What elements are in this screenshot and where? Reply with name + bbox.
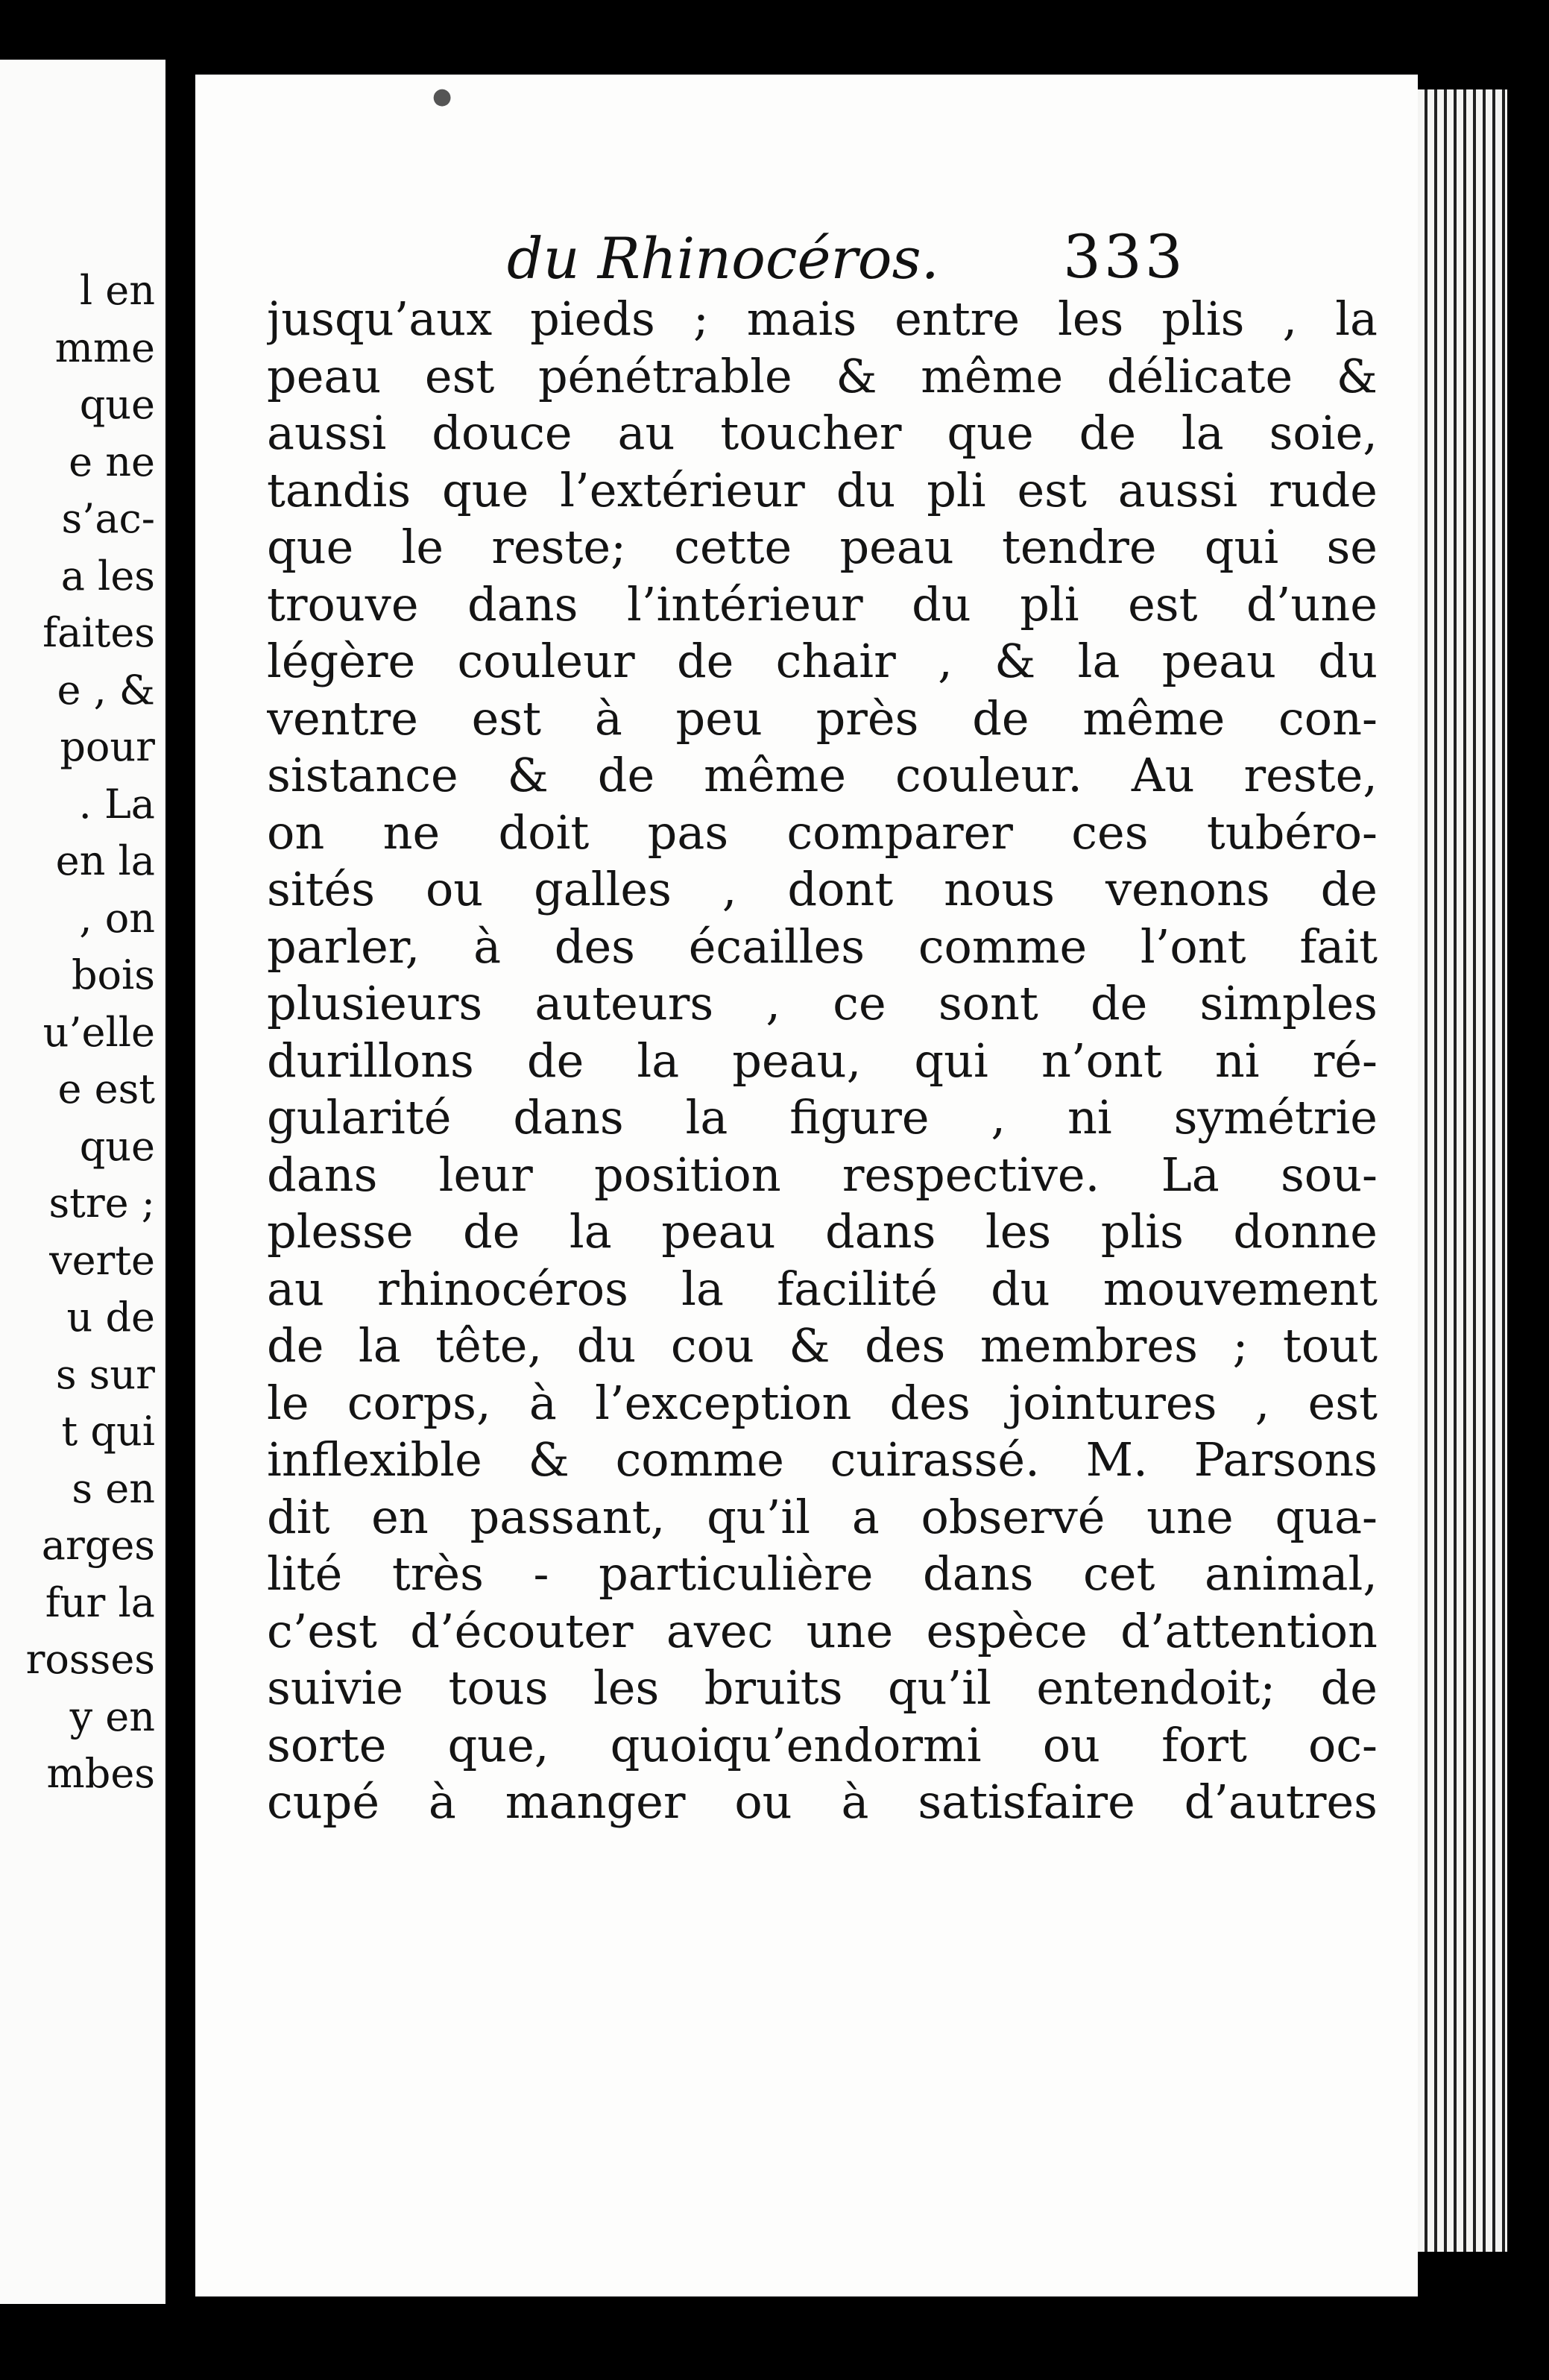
text-line: gularité dans la figure , ni symétrie (267, 1090, 1378, 1145)
text-line: on ne doit pas comparer ces tubéro- (267, 805, 1378, 860)
text-line: sorte que, quoiqu’endormi ou fort oc- (267, 1717, 1378, 1772)
text-line: tandis que l’extérieur du pli est aussi rude (267, 462, 1378, 517)
text-line: trouve dans l’intérieur du pli est d’une (267, 576, 1378, 632)
ink-speck: ● (432, 84, 452, 110)
running-head: du Rhinocéros. (507, 225, 939, 292)
left-page-line: s’ac- (61, 495, 155, 542)
text-line: ventre est à peu près de même con- (267, 690, 1378, 746)
left-page-line: e , & (57, 666, 155, 714)
text-line: de la tête, du cou & des membres ; tout (267, 1318, 1378, 1373)
text-line: lité très - particulière dans cet animal, (267, 1546, 1378, 1601)
left-page-line: arges (41, 1522, 155, 1569)
page-edges (1418, 89, 1507, 2252)
left-page-line: que (79, 1122, 155, 1170)
left-page-line: s en (72, 1464, 155, 1512)
text-line: sistance & de même couleur. Au reste, (267, 748, 1378, 802)
left-page-line: y en (69, 1693, 155, 1740)
left-page-line: bois (71, 951, 155, 998)
text-line: au rhinocéros la facilité du mouvement (267, 1261, 1378, 1316)
left-page-line: , on (79, 894, 155, 942)
text-line: le corps, à l’exception des jointures , est (267, 1375, 1378, 1430)
left-page-line: l en (79, 267, 155, 314)
left-page-line: u’elle (42, 1008, 155, 1056)
left-page-line: verte (49, 1236, 155, 1284)
left-page-line: u de (66, 1294, 155, 1341)
left-page-line: stre ; (48, 1180, 155, 1227)
book-page (195, 75, 1418, 2296)
text-line: durillons de la peau, qui n’ont ni ré- (267, 1033, 1378, 1088)
left-page-line: fur la (45, 1578, 155, 1626)
left-page-line: . La (78, 780, 155, 828)
left-page-line: e est (57, 1065, 155, 1112)
left-page-line: a les (60, 552, 155, 599)
left-page-line: s sur (55, 1350, 155, 1398)
text-line: sités ou galles , dont nous venons de (267, 862, 1378, 916)
text-line: dit en passant, qu’il a observé une qua- (267, 1489, 1378, 1544)
left-page-line: rosses (25, 1636, 155, 1683)
text-line: dans leur position respective. La sou- (267, 1147, 1378, 1202)
page-number: 333 (1063, 222, 1186, 292)
text-line: cupé à manger ou à satisfaire d’autres (267, 1775, 1378, 1829)
text-line: suivie tous les bruits qu’il entendoit; de (267, 1660, 1378, 1715)
left-page-line: que (79, 381, 155, 428)
text-line: jusqu’aux pieds ; mais entre les plis , la (267, 292, 1378, 346)
text-line: plesse de la peau dans les plis donne (267, 1204, 1378, 1259)
text-line: peau est pénétrable & même délicate & (267, 348, 1378, 403)
left-page-line: en la (55, 837, 155, 884)
body-text (267, 291, 1378, 1831)
text-line: que le reste; cette peau tendre qui se (267, 520, 1378, 574)
left-page-line: mbes (46, 1750, 155, 1797)
text-line: plusieurs auteurs , ce sont de simples (267, 976, 1378, 1030)
left-page-line: t qui (61, 1408, 155, 1455)
text-line: aussi douce au toucher que de la soie, (267, 406, 1378, 460)
left-page-line: e ne (69, 438, 155, 485)
text-line: inflexible & comme cuirassé. M. Parsons (267, 1432, 1378, 1487)
text-line: parler, à des écailles comme l’ont fait (267, 919, 1378, 974)
left-page-line: pour (60, 723, 155, 770)
left-page-line: mme (54, 324, 155, 371)
left-facing-page (0, 60, 165, 2304)
text-line: légère couleur de chair , & la peau du (267, 634, 1378, 688)
text-line: c’est d’écouter avec une espèce d’attention (267, 1603, 1378, 1658)
left-page-line: faites (42, 609, 155, 656)
